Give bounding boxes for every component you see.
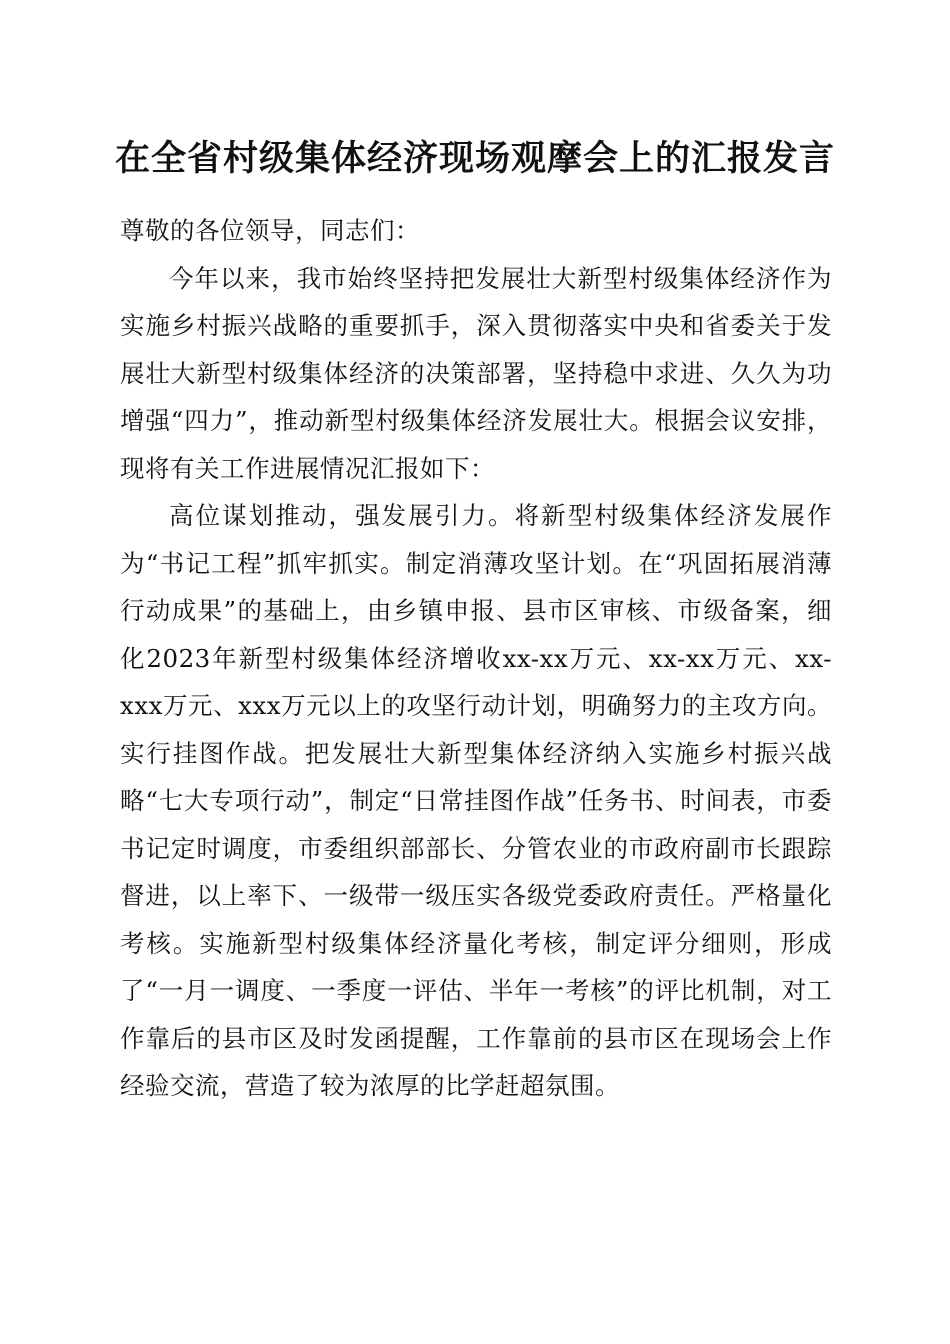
document-body [120, 207, 832, 1110]
paragraph-planning: 高位谋划推动，强发展引力。将新型村级集体经济发展作为“书记工程”抓牢抓实。制定消薄攻坚计划。在“巩固拓展消薄行动成果”的基础上，由乡镇申报、县市区审核、市级备案，细化2023年新型村级集体经济增收xx-xx万元、xx-xx万元、xx-xxx万元、xxx万元以上的攻坚行动计划，明确努力的主攻方向。实行挂图作战。把发展壮大新型集体经济纳入实施乡村振兴战略“七大专项行动”，制定“日常挂图作战”任务书、时间表，市委书记定时调度，市委组织部部长、分管农业的市政府副市长跟踪督进，以上率下、一级带一级压实各级党委政府责任。严格量化考核。实施新型村级集体经济量化考核，制定评分细则，形成了“一月一调度、一季度一评估、半年一考核”的评比机制，对工作靠后的县市区及时发函提醒，工作靠前的县市区在现场会上作经验交流，营造了较为浓厚的比学赶超氛围。 [120, 501, 832, 1100]
salutation: 尊敬的各位领导，同志们： [120, 216, 420, 245]
document-title: 在全省村级集体经济现场观摩会上的汇报发言 [114, 138, 835, 179]
paragraph-intro: 今年以来，我市始终坚持把发展壮大新型村级集体经济作为实施乡村振兴战略的重要抓手，深入贯彻落实中央和省委关于发展壮大新型村级集体经济的决策部署，坚持稳中求进、久久为功增强“四力”，推动新型村级集体经济发展壮大。根据会议安排，现将有关工作进展情况汇报如下： [120, 263, 832, 483]
